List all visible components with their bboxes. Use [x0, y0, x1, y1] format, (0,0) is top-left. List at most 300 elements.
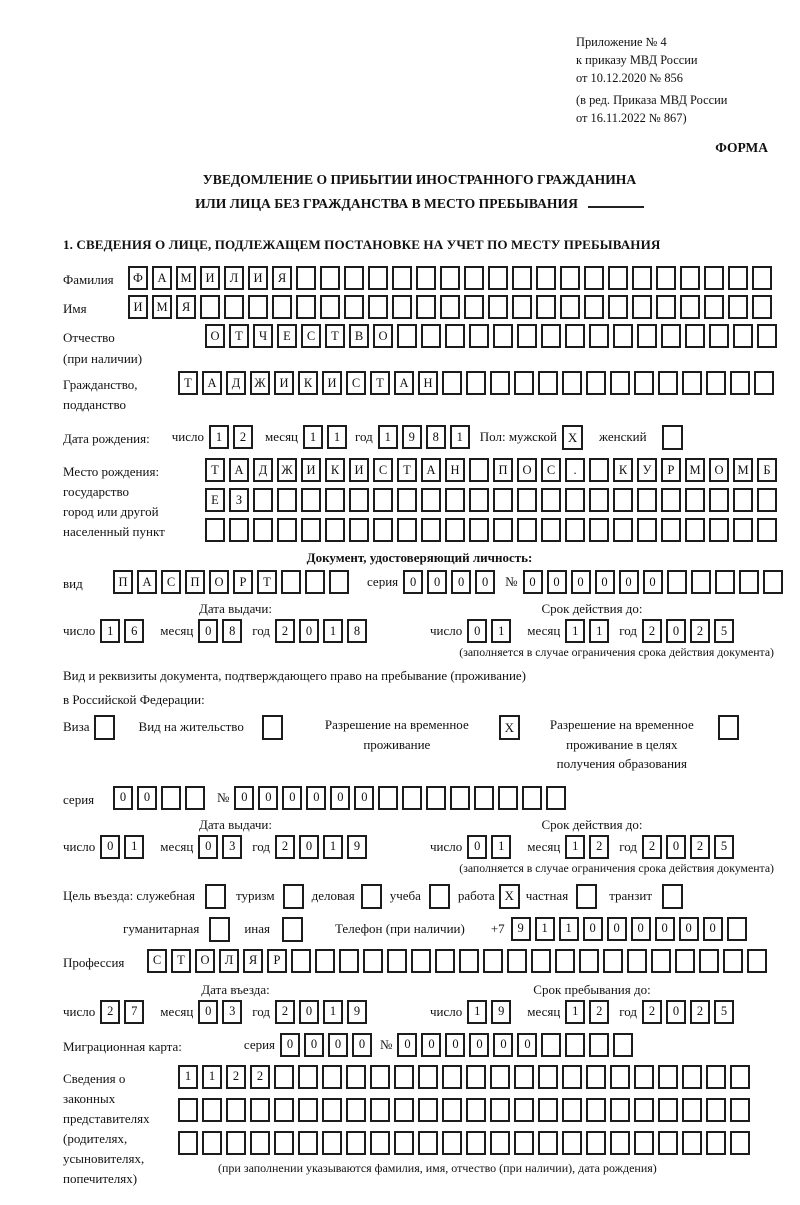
char-box[interactable]: 2	[589, 1000, 609, 1024]
char-box[interactable]	[637, 518, 657, 542]
char-box[interactable]	[613, 488, 633, 512]
char-box[interactable]	[541, 518, 561, 542]
char-box[interactable]	[370, 1131, 390, 1155]
char-box[interactable]	[536, 266, 556, 290]
char-box[interactable]: 5	[714, 835, 734, 859]
char-box[interactable]	[634, 1098, 654, 1122]
char-box[interactable]	[320, 266, 340, 290]
char-box[interactable]	[733, 488, 753, 512]
char-box[interactable]: Н	[445, 458, 465, 482]
char-box[interactable]	[514, 371, 534, 395]
char-box[interactable]	[498, 786, 518, 810]
char-box[interactable]: 0	[451, 570, 471, 594]
char-box[interactable]	[493, 518, 513, 542]
char-box[interactable]: 0	[198, 1000, 218, 1024]
char-box[interactable]: И	[248, 266, 268, 290]
char-box[interactable]	[517, 518, 537, 542]
char-box[interactable]: 9	[347, 835, 367, 859]
char-box[interactable]: 1	[491, 619, 511, 643]
char-box[interactable]	[584, 295, 604, 319]
char-box[interactable]: 2	[589, 835, 609, 859]
entry-day-boxes[interactable]	[100, 1000, 148, 1024]
char-box[interactable]	[253, 518, 273, 542]
char-box[interactable]: Ч	[253, 324, 273, 348]
char-box[interactable]: Ж	[250, 371, 270, 395]
char-box[interactable]: 1	[323, 1000, 343, 1024]
char-box[interactable]	[728, 295, 748, 319]
char-box[interactable]: 1	[327, 425, 347, 449]
char-box[interactable]	[637, 488, 657, 512]
char-box[interactable]	[387, 949, 407, 973]
char-box[interactable]: 5	[714, 619, 734, 643]
char-box[interactable]	[610, 1131, 630, 1155]
entry-month-boxes[interactable]	[198, 1000, 246, 1024]
char-box[interactable]	[418, 1065, 438, 1089]
char-box[interactable]: 9	[511, 917, 531, 941]
char-box[interactable]: 0	[354, 786, 374, 810]
char-box[interactable]: 0	[234, 786, 254, 810]
char-box[interactable]: О	[373, 324, 393, 348]
char-box[interactable]	[250, 1131, 270, 1155]
char-box[interactable]	[466, 1065, 486, 1089]
char-box[interactable]	[370, 1065, 390, 1089]
char-box[interactable]	[349, 488, 369, 512]
char-box[interactable]	[349, 518, 369, 542]
permit-issue-month-boxes[interactable]	[198, 835, 246, 859]
char-box[interactable]	[757, 518, 777, 542]
sex-female-checkbox[interactable]	[662, 425, 683, 450]
char-box[interactable]: Р	[233, 570, 253, 594]
char-box[interactable]: 1	[100, 619, 120, 643]
char-box[interactable]: 1	[565, 1000, 585, 1024]
stay-month-boxes[interactable]	[565, 1000, 613, 1024]
char-box[interactable]: 0	[547, 570, 567, 594]
char-box[interactable]: 1	[323, 619, 343, 643]
char-box[interactable]: 2	[642, 835, 662, 859]
doc-exp-year-boxes[interactable]	[642, 619, 738, 643]
guardians-row3[interactable]	[178, 1131, 754, 1155]
char-box[interactable]	[392, 266, 412, 290]
char-box[interactable]	[325, 488, 345, 512]
char-box[interactable]: 0	[421, 1033, 441, 1057]
char-box[interactable]: А	[229, 458, 249, 482]
char-box[interactable]: 0	[137, 786, 157, 810]
char-box[interactable]: Ж	[277, 458, 297, 482]
char-box[interactable]: С	[147, 949, 167, 973]
char-box[interactable]: 0	[703, 917, 723, 941]
char-box[interactable]: М	[176, 266, 196, 290]
permit-exp-day-boxes[interactable]	[467, 835, 515, 859]
char-box[interactable]	[723, 949, 743, 973]
char-box[interactable]: 0	[100, 835, 120, 859]
char-box[interactable]	[682, 371, 702, 395]
char-box[interactable]: Т	[325, 324, 345, 348]
char-box[interactable]	[541, 488, 561, 512]
char-box[interactable]	[421, 324, 441, 348]
char-box[interactable]: Б	[757, 458, 777, 482]
char-box[interactable]: Р	[267, 949, 287, 973]
char-box[interactable]: 8	[222, 619, 242, 643]
mig-number-boxes[interactable]	[397, 1033, 637, 1057]
char-box[interactable]	[579, 949, 599, 973]
char-box[interactable]: 1	[450, 425, 470, 449]
char-box[interactable]	[224, 295, 244, 319]
char-box[interactable]	[586, 1065, 606, 1089]
char-box[interactable]: 0	[469, 1033, 489, 1057]
char-box[interactable]	[322, 1065, 342, 1089]
char-box[interactable]	[685, 488, 705, 512]
doc-issue-month-boxes[interactable]	[198, 619, 246, 643]
char-box[interactable]: 7	[124, 1000, 144, 1024]
char-box[interactable]: М	[152, 295, 172, 319]
char-box[interactable]	[416, 295, 436, 319]
char-box[interactable]	[706, 1098, 726, 1122]
entry-year-boxes[interactable]	[275, 1000, 371, 1024]
char-box[interactable]	[733, 324, 753, 348]
char-box[interactable]	[514, 1065, 534, 1089]
guardians-row1[interactable]	[178, 1065, 754, 1089]
char-box[interactable]	[512, 266, 532, 290]
char-box[interactable]	[469, 458, 489, 482]
char-box[interactable]	[709, 324, 729, 348]
char-box[interactable]	[586, 371, 606, 395]
char-box[interactable]	[426, 786, 446, 810]
char-box[interactable]: 1	[535, 917, 555, 941]
char-box[interactable]	[709, 518, 729, 542]
char-box[interactable]: 2	[642, 619, 662, 643]
char-box[interactable]	[368, 295, 388, 319]
birth-place-row3[interactable]	[205, 518, 781, 542]
char-box[interactable]	[296, 295, 316, 319]
guardians-row2[interactable]	[178, 1098, 754, 1122]
stay-year-boxes[interactable]	[642, 1000, 738, 1024]
char-box[interactable]: 0	[631, 917, 651, 941]
char-box[interactable]	[704, 295, 724, 319]
char-box[interactable]	[565, 488, 585, 512]
char-box[interactable]	[675, 949, 695, 973]
char-box[interactable]: 1	[178, 1065, 198, 1089]
char-box[interactable]	[522, 786, 542, 810]
char-box[interactable]	[373, 518, 393, 542]
char-box[interactable]	[627, 949, 647, 973]
char-box[interactable]	[589, 518, 609, 542]
char-box[interactable]: 1	[565, 835, 585, 859]
char-box[interactable]	[421, 518, 441, 542]
char-box[interactable]	[378, 786, 398, 810]
sex-male-checkbox[interactable]: X	[562, 425, 583, 450]
char-box[interactable]: 1	[209, 425, 229, 449]
char-box[interactable]: 0	[619, 570, 639, 594]
char-box[interactable]	[661, 488, 681, 512]
citizenship-boxes[interactable]	[178, 371, 778, 395]
char-box[interactable]: Т	[370, 371, 390, 395]
char-box[interactable]	[730, 371, 750, 395]
char-box[interactable]: С	[346, 371, 366, 395]
char-box[interactable]	[565, 324, 585, 348]
char-box[interactable]	[442, 1065, 462, 1089]
char-box[interactable]	[656, 266, 676, 290]
birth-year-boxes[interactable]	[378, 425, 474, 449]
char-box[interactable]: К	[325, 458, 345, 482]
char-box[interactable]	[178, 1098, 198, 1122]
char-box[interactable]	[584, 266, 604, 290]
char-box[interactable]: Л	[224, 266, 244, 290]
doc-series-boxes[interactable]	[403, 570, 499, 594]
char-box[interactable]: 1	[303, 425, 323, 449]
char-box[interactable]: 0	[113, 786, 133, 810]
char-box[interactable]: 0	[666, 835, 686, 859]
char-box[interactable]: Р	[661, 458, 681, 482]
char-box[interactable]: В	[349, 324, 369, 348]
birth-place-row1[interactable]	[205, 458, 781, 482]
char-box[interactable]	[402, 786, 422, 810]
char-box[interactable]	[161, 786, 181, 810]
char-box[interactable]	[298, 1098, 318, 1122]
char-box[interactable]: 2	[690, 835, 710, 859]
char-box[interactable]	[301, 488, 321, 512]
char-box[interactable]	[730, 1098, 750, 1122]
char-box[interactable]	[445, 324, 465, 348]
surname-boxes[interactable]	[128, 266, 776, 290]
char-box[interactable]	[562, 1131, 582, 1155]
permit-number-boxes[interactable]	[234, 786, 570, 810]
char-box[interactable]	[469, 488, 489, 512]
char-box[interactable]	[346, 1098, 366, 1122]
char-box[interactable]	[704, 266, 724, 290]
work-checkbox[interactable]: X	[499, 884, 520, 909]
char-box[interactable]	[682, 1098, 702, 1122]
permit-series-boxes[interactable]	[113, 786, 209, 810]
char-box[interactable]	[298, 1065, 318, 1089]
char-box[interactable]	[752, 266, 772, 290]
char-box[interactable]: 0	[427, 570, 447, 594]
char-box[interactable]: 0	[397, 1033, 417, 1057]
char-box[interactable]	[706, 1131, 726, 1155]
char-box[interactable]: 2	[250, 1065, 270, 1089]
char-box[interactable]: 5	[714, 1000, 734, 1024]
char-box[interactable]: А	[421, 458, 441, 482]
char-box[interactable]	[205, 518, 225, 542]
char-box[interactable]: П	[113, 570, 133, 594]
char-box[interactable]: 1	[124, 835, 144, 859]
char-box[interactable]	[248, 295, 268, 319]
char-box[interactable]	[682, 1131, 702, 1155]
char-box[interactable]	[562, 371, 582, 395]
char-box[interactable]	[538, 1065, 558, 1089]
char-box[interactable]	[305, 570, 325, 594]
char-box[interactable]	[459, 949, 479, 973]
char-box[interactable]: 2	[275, 619, 295, 643]
char-box[interactable]	[546, 786, 566, 810]
char-box[interactable]	[514, 1131, 534, 1155]
char-box[interactable]: 0	[493, 1033, 513, 1057]
char-box[interactable]	[373, 488, 393, 512]
char-box[interactable]	[322, 1131, 342, 1155]
char-box[interactable]: 1	[589, 619, 609, 643]
char-box[interactable]: 0	[280, 1033, 300, 1057]
char-box[interactable]: М	[733, 458, 753, 482]
doc-kind-boxes[interactable]	[113, 570, 353, 594]
char-box[interactable]	[397, 518, 417, 542]
temp-residence-edu-checkbox[interactable]	[718, 715, 739, 740]
char-box[interactable]: 1	[323, 835, 343, 859]
char-box[interactable]	[706, 1065, 726, 1089]
char-box[interactable]	[298, 1131, 318, 1155]
humanitarian-checkbox[interactable]	[209, 917, 230, 942]
char-box[interactable]: 1	[491, 835, 511, 859]
mig-series-boxes[interactable]	[280, 1033, 376, 1057]
char-box[interactable]	[450, 786, 470, 810]
char-box[interactable]: 0	[523, 570, 543, 594]
char-box[interactable]: 0	[467, 835, 487, 859]
char-box[interactable]: 0	[655, 917, 675, 941]
char-box[interactable]	[667, 570, 687, 594]
char-box[interactable]: 0	[643, 570, 663, 594]
char-box[interactable]	[277, 518, 297, 542]
char-box[interactable]: 2	[275, 835, 295, 859]
char-box[interactable]	[752, 295, 772, 319]
char-box[interactable]	[490, 1131, 510, 1155]
char-box[interactable]	[699, 949, 719, 973]
char-box[interactable]: 2	[226, 1065, 246, 1089]
char-box[interactable]: Т	[205, 458, 225, 482]
char-box[interactable]	[658, 371, 678, 395]
char-box[interactable]: Т	[397, 458, 417, 482]
char-box[interactable]: 3	[222, 1000, 242, 1024]
patronymic-boxes[interactable]	[205, 324, 781, 348]
char-box[interactable]	[661, 518, 681, 542]
char-box[interactable]	[562, 1098, 582, 1122]
char-box[interactable]	[435, 949, 455, 973]
profession-boxes[interactable]	[147, 949, 771, 973]
birth-day-boxes[interactable]	[209, 425, 257, 449]
char-box[interactable]: О	[517, 458, 537, 482]
char-box[interactable]: 0	[328, 1033, 348, 1057]
char-box[interactable]: С	[373, 458, 393, 482]
doc-issue-day-boxes[interactable]	[100, 619, 148, 643]
char-box[interactable]	[397, 488, 417, 512]
char-box[interactable]: Т	[257, 570, 277, 594]
char-box[interactable]: 0	[299, 619, 319, 643]
char-box[interactable]	[680, 266, 700, 290]
char-box[interactable]	[541, 1033, 561, 1057]
permit-exp-year-boxes[interactable]	[642, 835, 738, 859]
doc-exp-day-boxes[interactable]	[467, 619, 515, 643]
char-box[interactable]: О	[205, 324, 225, 348]
char-box[interactable]	[658, 1065, 678, 1089]
char-box[interactable]: 2	[100, 1000, 120, 1024]
char-box[interactable]	[757, 488, 777, 512]
char-box[interactable]	[632, 266, 652, 290]
char-box[interactable]: .	[565, 458, 585, 482]
char-box[interactable]	[178, 1131, 198, 1155]
char-box[interactable]	[541, 324, 561, 348]
char-box[interactable]	[610, 1098, 630, 1122]
char-box[interactable]	[493, 324, 513, 348]
char-box[interactable]: К	[613, 458, 633, 482]
char-box[interactable]: 9	[402, 425, 422, 449]
char-box[interactable]	[394, 1065, 414, 1089]
char-box[interactable]	[274, 1098, 294, 1122]
stay-day-boxes[interactable]	[467, 1000, 515, 1024]
char-box[interactable]	[680, 295, 700, 319]
char-box[interactable]	[709, 488, 729, 512]
birth-month-boxes[interactable]	[303, 425, 351, 449]
char-box[interactable]: А	[152, 266, 172, 290]
char-box[interactable]: И	[274, 371, 294, 395]
char-box[interactable]	[685, 518, 705, 542]
char-box[interactable]: 9	[347, 1000, 367, 1024]
char-box[interactable]	[730, 1131, 750, 1155]
char-box[interactable]: А	[394, 371, 414, 395]
char-box[interactable]	[560, 266, 580, 290]
char-box[interactable]	[344, 295, 364, 319]
char-box[interactable]	[613, 518, 633, 542]
birth-place-row2[interactable]	[205, 488, 781, 512]
char-box[interactable]	[538, 1131, 558, 1155]
char-box[interactable]	[754, 371, 774, 395]
private-checkbox[interactable]	[576, 884, 597, 909]
char-box[interactable]	[346, 1065, 366, 1089]
char-box[interactable]: Д	[253, 458, 273, 482]
char-box[interactable]	[253, 488, 273, 512]
char-box[interactable]	[682, 1065, 702, 1089]
char-box[interactable]: 0	[666, 619, 686, 643]
char-box[interactable]	[691, 570, 711, 594]
char-box[interactable]	[610, 1065, 630, 1089]
purpose-official-checkbox[interactable]	[205, 884, 226, 909]
char-box[interactable]: 1	[467, 1000, 487, 1024]
char-box[interactable]: 0	[666, 1000, 686, 1024]
char-box[interactable]	[586, 1098, 606, 1122]
char-box[interactable]: 0	[475, 570, 495, 594]
char-box[interactable]: Я	[176, 295, 196, 319]
char-box[interactable]: 0	[282, 786, 302, 810]
char-box[interactable]	[589, 1033, 609, 1057]
temp-residence-checkbox[interactable]: X	[499, 715, 520, 740]
char-box[interactable]	[517, 488, 537, 512]
char-box[interactable]	[634, 1065, 654, 1089]
char-box[interactable]	[555, 949, 575, 973]
char-box[interactable]: Е	[205, 488, 225, 512]
char-box[interactable]: 0	[198, 835, 218, 859]
char-box[interactable]: 2	[690, 619, 710, 643]
char-box[interactable]	[200, 295, 220, 319]
char-box[interactable]	[344, 266, 364, 290]
char-box[interactable]	[442, 371, 462, 395]
char-box[interactable]	[394, 1098, 414, 1122]
char-box[interactable]	[706, 371, 726, 395]
char-box[interactable]: И	[128, 295, 148, 319]
char-box[interactable]: 0	[198, 619, 218, 643]
char-box[interactable]: И	[200, 266, 220, 290]
char-box[interactable]: О	[709, 458, 729, 482]
char-box[interactable]	[442, 1131, 462, 1155]
tourism-checkbox[interactable]	[283, 884, 304, 909]
char-box[interactable]: 0	[679, 917, 699, 941]
char-box[interactable]: 8	[426, 425, 446, 449]
char-box[interactable]: 0	[445, 1033, 465, 1057]
char-box[interactable]	[490, 371, 510, 395]
char-box[interactable]	[277, 488, 297, 512]
char-box[interactable]	[610, 371, 630, 395]
char-box[interactable]	[730, 1065, 750, 1089]
char-box[interactable]: П	[185, 570, 205, 594]
char-box[interactable]	[727, 917, 747, 941]
char-box[interactable]	[608, 295, 628, 319]
char-box[interactable]	[565, 518, 585, 542]
char-box[interactable]	[315, 949, 335, 973]
